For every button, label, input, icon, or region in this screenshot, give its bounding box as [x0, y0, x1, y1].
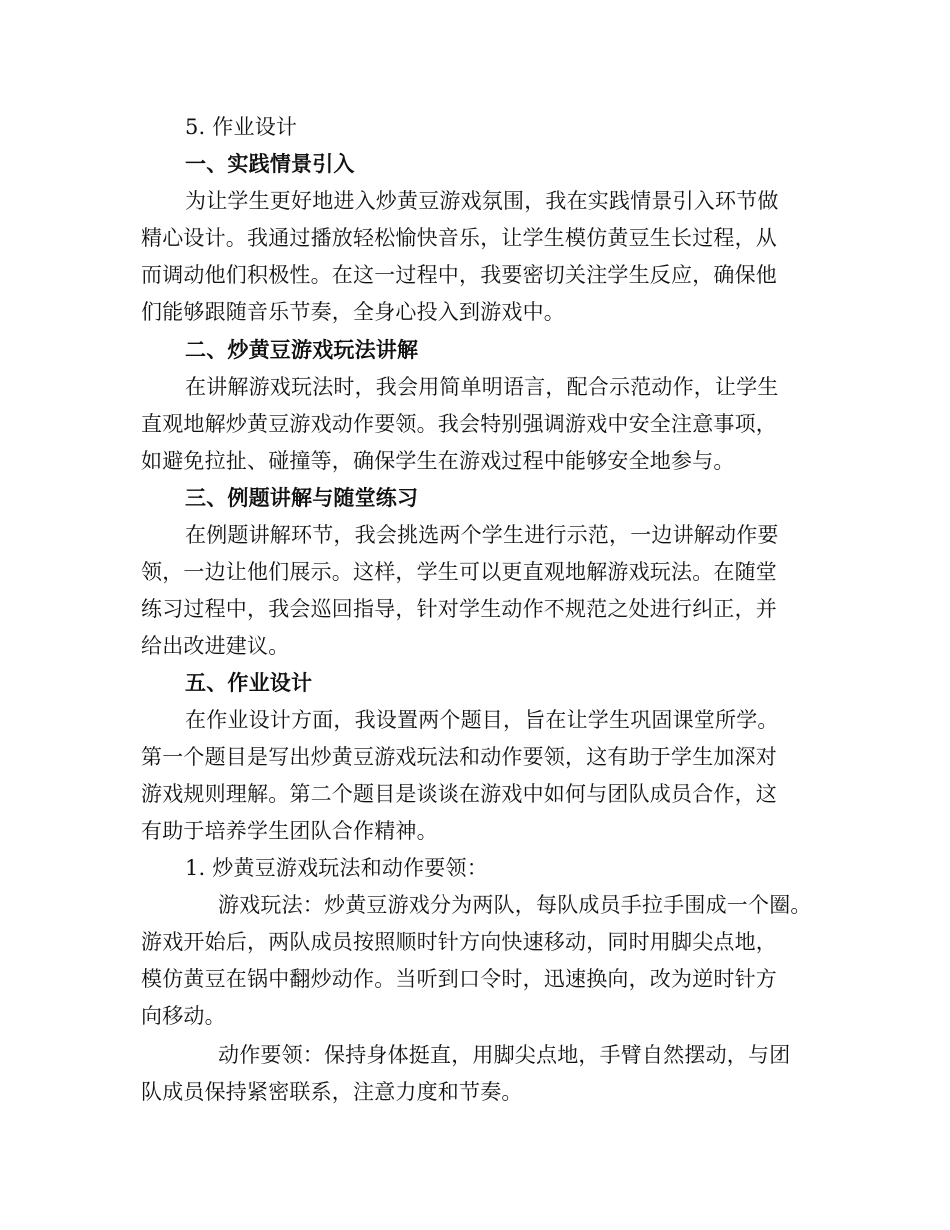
heading-practice-scenario: 一、实践情景引入	[185, 152, 355, 176]
paragraph-line: 在作业设计方面，我设置两个题目，旨在让学生巩固课堂所学。	[185, 708, 779, 732]
paragraph-line: 动作要领：保持身体挺直，用脚尖点地，手臂自然摆动，与团	[218, 1043, 791, 1067]
heading-game-explanation: 二、炒黄豆游戏玩法讲解	[185, 338, 419, 362]
paragraph-line: 直观地解炒黄豆游戏动作要领。我会特别强调游戏中安全注意事项，	[141, 412, 777, 436]
paragraph-line: 游戏规则理解。第二个题目是谈谈在游戏中如何与团队成员合作，这	[141, 782, 777, 806]
heading-example-practice: 三、例题讲解与随堂练习	[185, 486, 419, 510]
paragraph-line: 第一个题目是写出炒黄豆游戏玩法和动作要领，这有助于学生加深对	[141, 745, 777, 769]
paragraph-line: 而调动他们积极性。在这一过程中，我要密切关注学生反应，确保他	[141, 263, 777, 287]
paragraph-line: 给出改进建议。	[141, 634, 290, 658]
paragraph-line: 游戏玩法：炒黄豆游戏分为两队，每队成员手拉手围成一个圈。	[218, 893, 812, 917]
heading-homework-design: 五、作业设计	[185, 671, 313, 695]
paragraph-line: 向移动。	[141, 1004, 226, 1028]
paragraph-line: 模仿黄豆在锅中翻炒动作。当听到口令时，迅速换向，改为逆时针方	[141, 967, 777, 991]
paragraph-line: 领，一边让他们展示。这样，学生可以更直观地解游戏玩法。在随堂	[141, 560, 777, 584]
paragraph-line: 在例题讲解环节，我会挑选两个学生进行示范，一边讲解动作要	[185, 523, 779, 547]
paragraph-line: 们能够跟随音乐节奏，全身心投入到游戏中。	[141, 300, 565, 324]
paragraph-line: 为让学生更好地进入炒黄豆游戏氛围，我在实践情景引入环节做	[185, 189, 779, 213]
paragraph-line: 在讲解游戏玩法时，我会用简单明语言，配合示范动作，让学生	[185, 375, 779, 399]
paragraph-line: 有助于培养学生团队合作精神。	[141, 819, 438, 843]
paragraph-line: 练习过程中，我会巡回指导，针对学生动作不规范之处进行纠正，并	[141, 597, 777, 621]
section-number-item: 5. 作业设计	[185, 115, 298, 139]
paragraph-line: 精心设计。我通过播放轻松愉快音乐，让学生模仿黄豆生长过程，从	[141, 226, 777, 250]
paragraph-line: 游戏开始后，两队成员按照顺时针方向快速移动，同时用脚尖点地，	[141, 930, 777, 954]
paragraph-line: 如避免拉扯、碰撞等，确保学生在游戏过程中能够安全地参与。	[141, 449, 735, 473]
list-item-heading: 1. 炒黄豆游戏玩法和动作要领：	[185, 856, 488, 880]
paragraph-line: 队成员保持紧密联系，注意力度和节奏。	[141, 1080, 523, 1104]
